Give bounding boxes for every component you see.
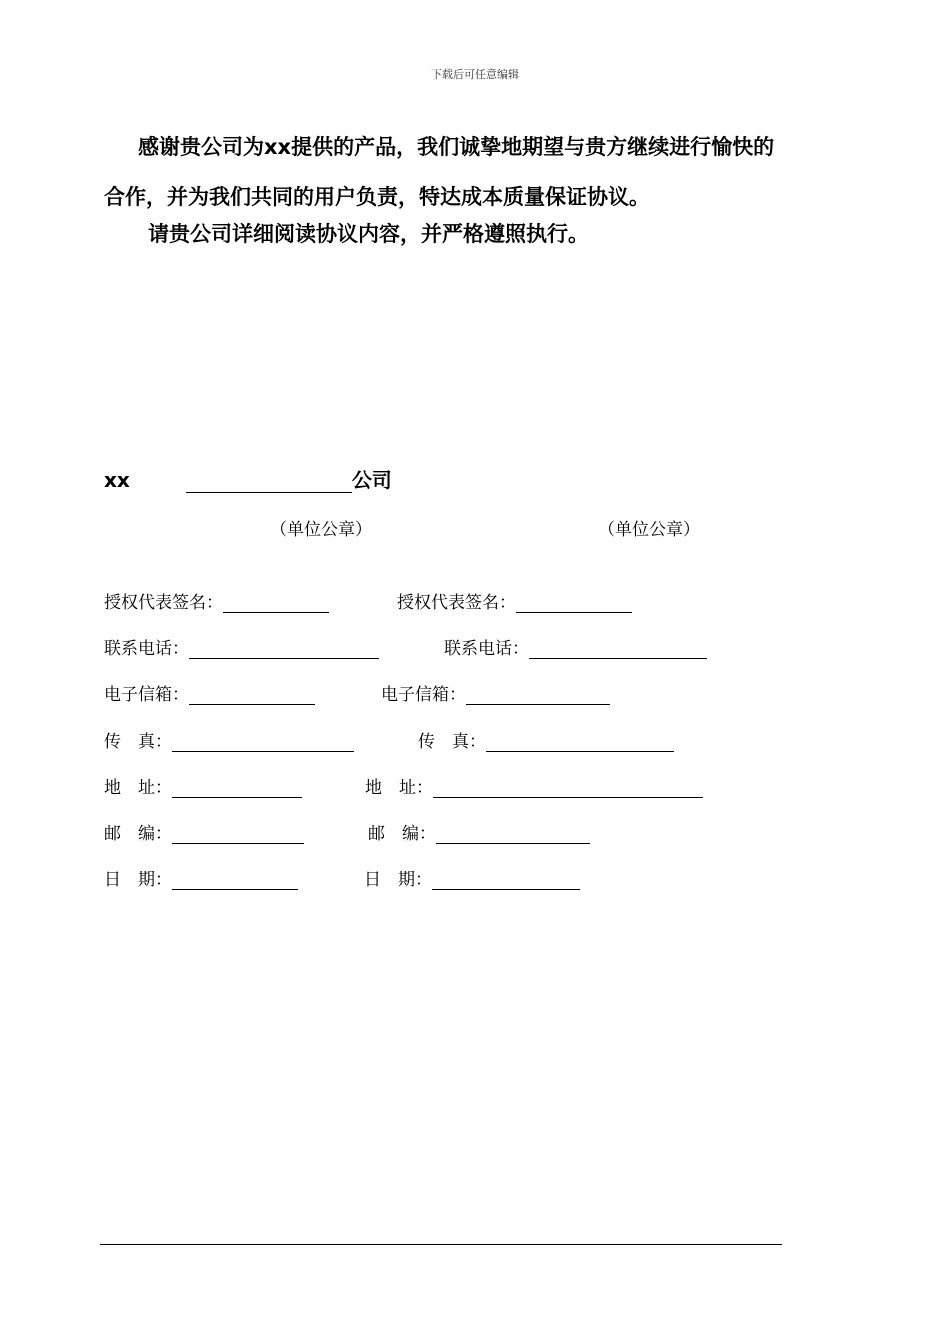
right-address-label: 地 址：: [365, 778, 433, 798]
right-fax-field: [418, 727, 674, 752]
left-signature-blank[interactable]: [223, 594, 329, 613]
intro-line-2: 合作，并为我们共同的用户负责，特达成本质量保证协议。: [104, 185, 650, 209]
left-address-blank[interactable]: [172, 779, 302, 798]
footer-rule: [100, 1244, 782, 1245]
left-date-label: 日 期：: [104, 870, 172, 890]
left-email-label: 电子信箱：: [104, 685, 189, 705]
right-email-blank[interactable]: [466, 686, 610, 705]
intro-line-1: 感谢贵公司为xx提供的产品，我们诚挚地期望与贵方继续进行愉快的: [138, 135, 775, 159]
right-postcode-field: [368, 819, 590, 844]
left-date-blank[interactable]: [172, 871, 298, 890]
right-address-blank[interactable]: [433, 779, 703, 798]
company-prefix: xx: [104, 468, 130, 492]
left-postcode-field: [104, 819, 304, 844]
left-phone-field: [104, 634, 379, 659]
right-email-field: [381, 680, 610, 705]
company-suffix: 公司: [351, 468, 392, 492]
left-phone-blank[interactable]: [189, 640, 379, 659]
right-date-blank[interactable]: [432, 871, 580, 890]
left-fax-blank[interactable]: [172, 733, 354, 752]
header-note: 下载后可任意编辑: [431, 68, 519, 81]
left-date-field: [104, 865, 298, 890]
right-date-field: [364, 865, 580, 890]
right-phone-blank[interactable]: [529, 640, 707, 659]
company-name-blank[interactable]: [186, 470, 352, 493]
intro-line-3: 请贵公司详细阅读协议内容，并严格遵照执行。: [148, 222, 589, 246]
right-fax-label: 传 真：: [418, 732, 486, 752]
left-address-label: 地 址：: [104, 778, 172, 798]
right-fax-blank[interactable]: [486, 733, 674, 752]
company-line: [104, 464, 392, 493]
left-postcode-label: 邮 编：: [104, 824, 172, 844]
left-email-field: [104, 680, 315, 705]
left-fax-field: [104, 727, 354, 752]
seal-right: （单位公章）: [598, 520, 700, 540]
right-address-field: [365, 773, 703, 798]
right-date-label: 日 期：: [364, 870, 432, 890]
left-address-field: [104, 773, 302, 798]
right-phone-label: 联系电话：: [444, 639, 529, 659]
left-phone-label: 联系电话：: [104, 639, 189, 659]
right-postcode-blank[interactable]: [436, 825, 590, 844]
left-postcode-blank[interactable]: [172, 825, 304, 844]
right-signature-label: 授权代表签名：: [397, 593, 516, 613]
left-signature-field: [104, 588, 329, 613]
left-fax-label: 传 真：: [104, 732, 172, 752]
right-signature-blank[interactable]: [516, 594, 632, 613]
left-signature-label: 授权代表签名：: [104, 593, 223, 613]
seal-left: （单位公章）: [270, 520, 372, 540]
right-phone-field: [444, 634, 707, 659]
right-postcode-label: 邮 编：: [368, 824, 436, 844]
right-email-label: 电子信箱：: [381, 685, 466, 705]
right-signature-field: [397, 588, 632, 613]
left-email-blank[interactable]: [189, 686, 315, 705]
